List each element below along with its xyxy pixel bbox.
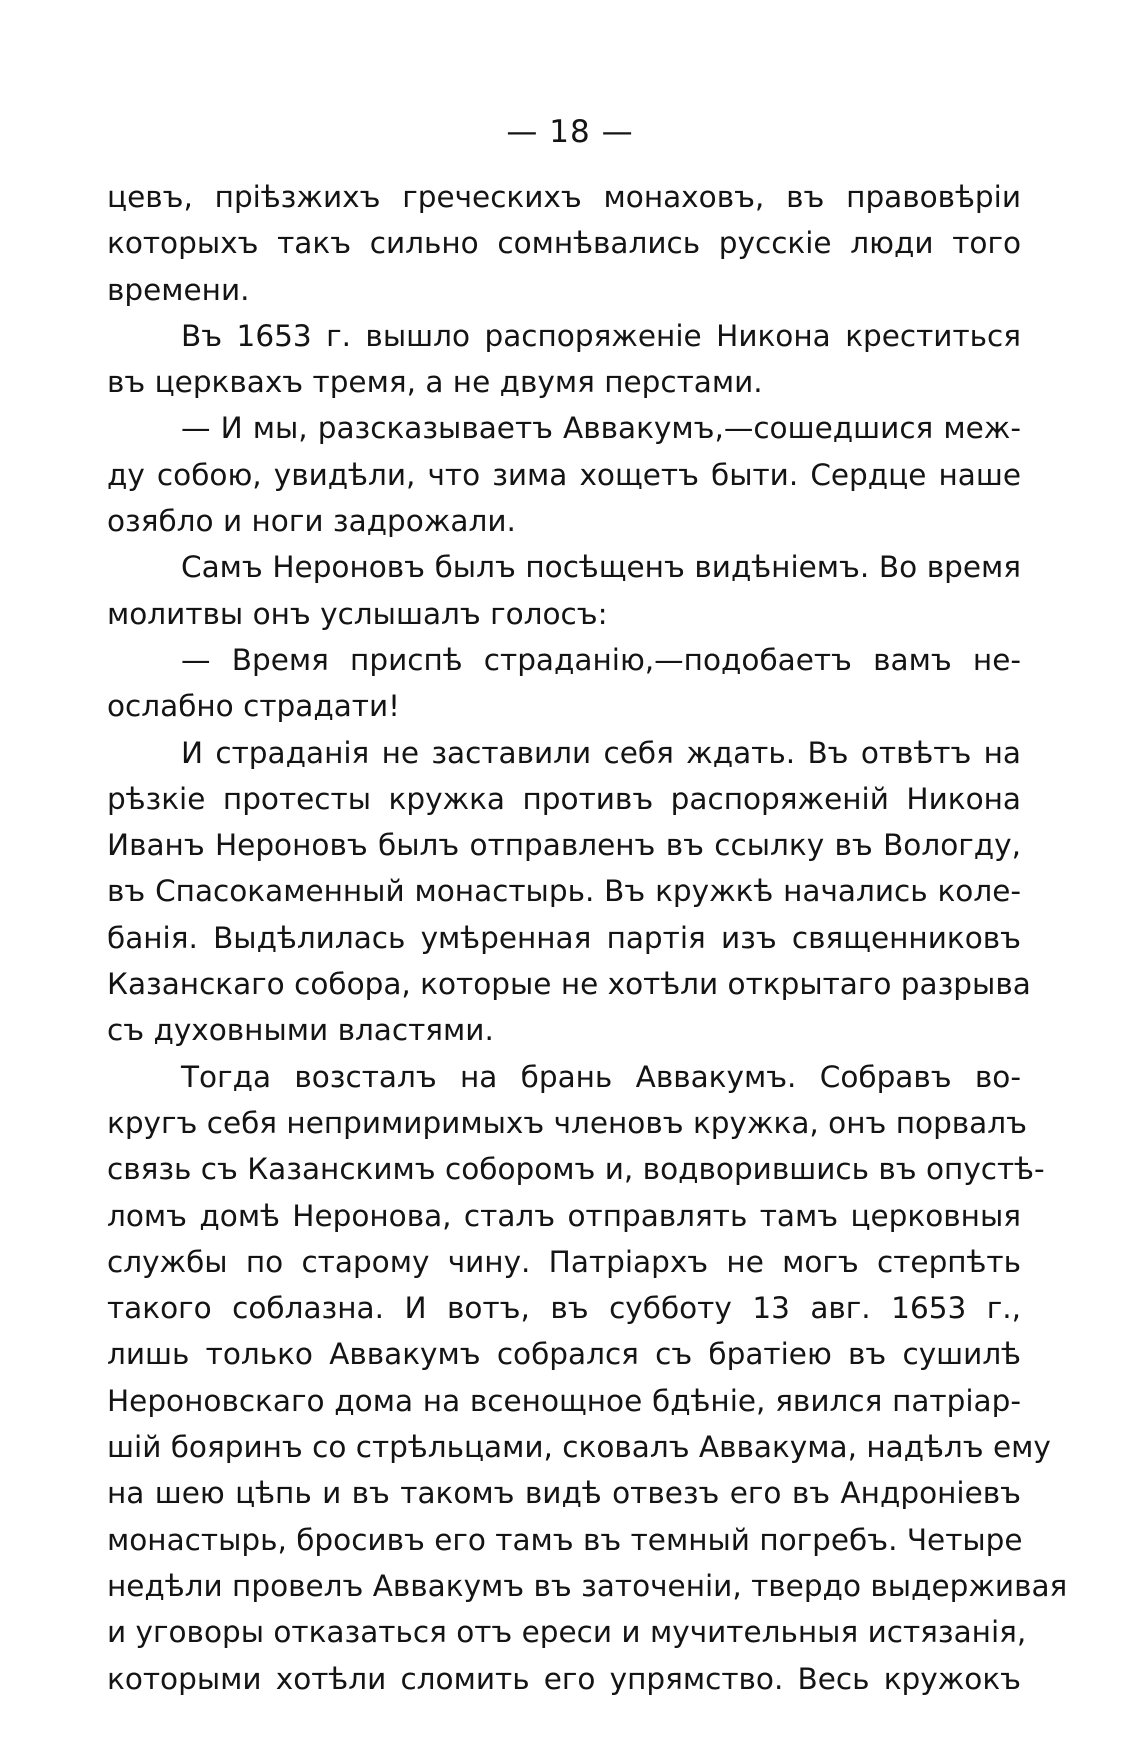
text-line: связь съ Казанскимъ соборомъ и, водворившись въ опустѣ-	[107, 1152, 1045, 1187]
text-line: и уговоры отказаться отъ ереси и мучительныя истязанiя,	[107, 1615, 1027, 1650]
page-number: — 18 —	[506, 114, 634, 150]
text-line: И страданiя не заставили себя ждать. Въ отвѣтъ на	[181, 735, 1021, 770]
text-line: Нероновскаго дома на всенощное бдѣнiе, явился патрiар-	[107, 1383, 1021, 1418]
text-line: — Время приспѣ страданiю,—подобаетъ вамъ не-	[181, 642, 1021, 677]
text-line: времени.	[107, 272, 250, 307]
text-line: Казанскаго собора, которые не хотѣли открытаго разрыва	[107, 967, 1031, 1002]
text-line: монастырь, бросивъ его тамъ въ темный погребъ. Четыре	[107, 1522, 1023, 1557]
text-line: Иванъ Нероновъ былъ отправленъ въ ссылку въ Вологду,	[107, 828, 1021, 863]
text-line: въ Спасокаменный монастырь. Въ кружкѣ начались коле-	[107, 874, 1021, 909]
text-line: службы по старому чину. Патрiархъ не могъ стерпѣть	[107, 1244, 1021, 1279]
text-line: ослабно страдати!	[107, 689, 400, 724]
text-line: шiй бояринъ со стрѣльцами, сковалъ Аввакума, надѣлъ ему	[107, 1430, 1051, 1465]
text-line: съ духовными властями.	[107, 1013, 494, 1048]
text-line: Въ 1653 г. вышло распоряженiе Никона креститься	[181, 318, 1021, 353]
text-line: банiя. Выдѣлилась умѣренная партiя изъ священниковъ	[107, 920, 1021, 955]
text-line: лишь только Аввакумъ собрался съ братiею въ сушилѣ	[107, 1337, 1021, 1372]
text-line: такого соблазна. И вотъ, въ субботу 13 авг. 1653 г.,	[107, 1291, 1021, 1326]
text-line: недѣли провелъ Аввакумъ въ заточенiи, твердо выдерживая	[107, 1568, 1068, 1603]
text-line: ду собою, увидѣли, что зима хощетъ быти. Сердце наше	[107, 457, 1021, 492]
text-line: — И мы, разсказываетъ Аввакумъ,—сошедшися меж-	[181, 411, 1021, 446]
text-line: рѣзкiе протесты кружка противъ распоряженiй Никона	[107, 781, 1021, 816]
text-line: молитвы онъ услышалъ голосъ:	[107, 596, 608, 631]
text-line: Самъ Нероновъ былъ посѣщенъ видѣнiемъ. Во время	[181, 550, 1021, 585]
text-line: которыми хотѣли сломить его упрямство. Весь кружокъ	[107, 1661, 1021, 1696]
text-line: въ церквахъ тремя, а не двумя перстами.	[107, 365, 763, 400]
text-line: на шею цѣпь и въ такомъ видѣ отвезъ его въ Андронiевъ	[107, 1476, 1021, 1511]
text-line: которыхъ такъ сильно сомнѣвались русскiе люди того	[107, 226, 1021, 261]
text-line: Тогда возсталъ на брань Аввакумъ. Собравъ во-	[181, 1059, 1021, 1094]
text-line: озябло и ноги задрожали.	[107, 504, 516, 539]
text-line: цевъ, прiѣзжихъ греческихъ монаховъ, въ правовѣрiи	[107, 180, 1021, 214]
text-line: кругъ себя непримиримыхъ членовъ кружка, онъ порвалъ	[107, 1105, 1027, 1140]
text-line: ломъ домѣ Неронова, сталъ отправлять тамъ церковныя	[107, 1198, 1021, 1233]
body-text	[107, 174, 1068, 1702]
